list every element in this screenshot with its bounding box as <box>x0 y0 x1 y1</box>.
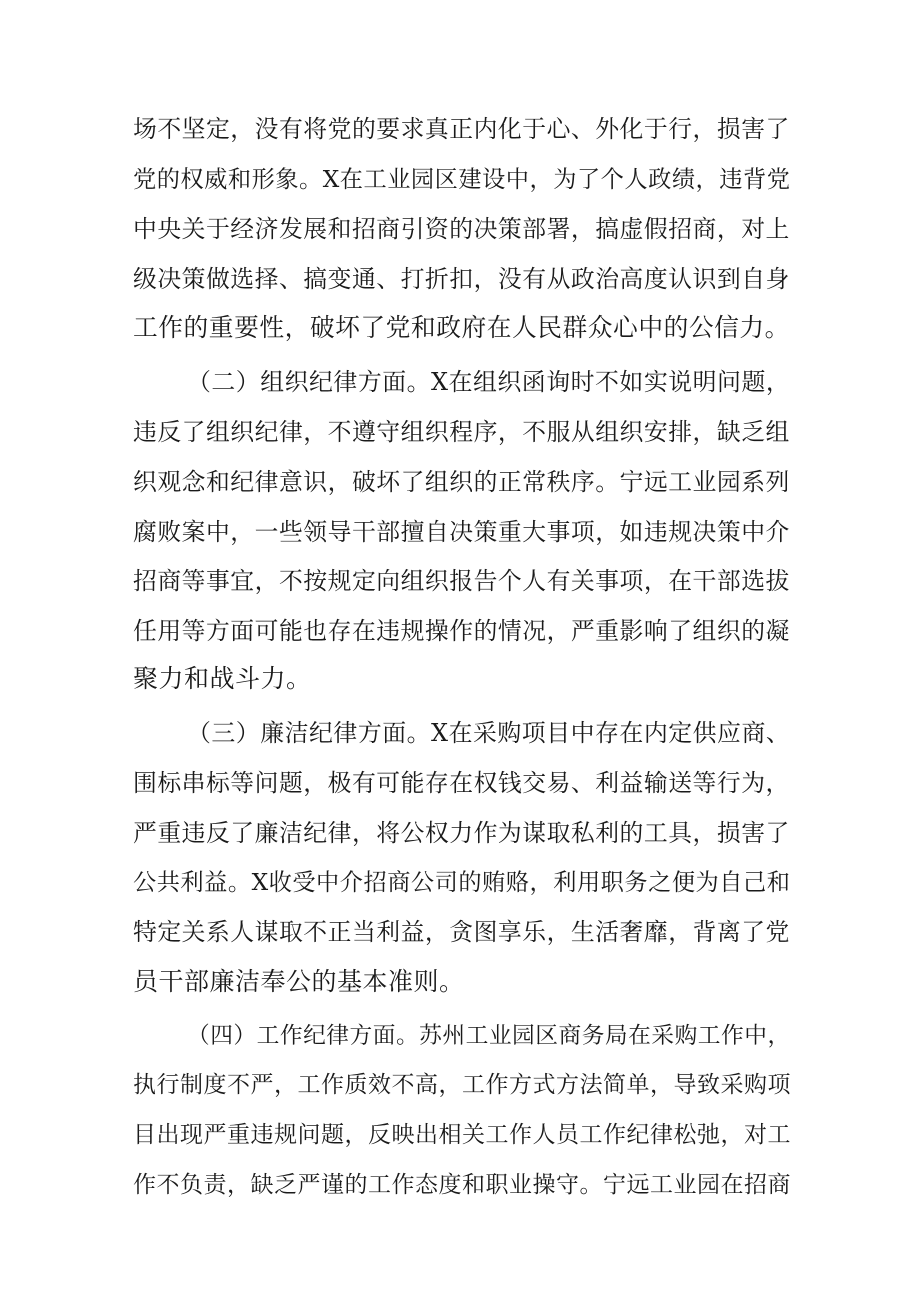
paragraph-2-line-4: 腐败案中，一些领导干部擅自决策重大事项，如违规决策中介 <box>133 518 790 546</box>
paragraph-3-line-4: 公共利益。X收受中介招商公司的贿赂，利用职务之便为自己和 <box>133 869 791 896</box>
paragraph-4-line-2: 执行制度不严，工作质效不高，工作方式方法简单，导致采购项 <box>133 1072 791 1098</box>
paragraph-1-line-1: 场不坚定，没有将党的要求真正内化于心、外化于行，损害了 <box>133 115 790 143</box>
paragraph-1-line-2: 党的权威和形象。X在工业园区建设中，为了个人政绩，违背党 <box>133 166 791 193</box>
paragraph-4-line-4: 作不负责，缺乏严谨的工作态度和职业操守。宁远工业园在招商 <box>133 1172 791 1198</box>
paragraph-4-line-1: （四）工作纪律方面。苏州工业园区商务局在采购工作中， <box>187 1023 791 1049</box>
paragraph-3-line-1: （三）廉洁纪律方面。X在采购项目中存在内定供应商、 <box>187 719 791 747</box>
paragraph-1-line-3: 中央关于经济发展和招商引资的决策部署，搞虚假招商，对上 <box>133 215 790 243</box>
paragraph-3-line-6: 员干部廉洁奉公的基本准则。 <box>133 967 465 996</box>
paragraph-2-line-6: 任用等方面可能也存在违规操作的情况，严重影响了组织的凝 <box>133 617 790 645</box>
paragraph-2-line-5: 招商等事宜，不按规定向组织报告个人有关事项，在干部选拔 <box>133 567 790 595</box>
paragraph-3-line-3: 严重违反了廉洁纪律，将公权力作为谋取私利的工具，损害了 <box>133 819 790 847</box>
paragraph-1-line-4: 级决策做选择、搞变通、打折扣，没有从政治高度认识到自身 <box>133 265 790 293</box>
paragraph-3-line-5: 特定关系人谋取不正当利益，贪图享乐，生活奢靡，背离了党 <box>133 918 790 946</box>
paragraph-2-line-1: （二）组织纪律方面。X在组织函询时不如实说明问题， <box>187 368 791 396</box>
paragraph-2-line-2: 违反了组织纪律，不遵守组织程序，不服从组织安排，缺乏组 <box>133 418 790 446</box>
paragraph-2-line-7: 聚力和战斗力。 <box>133 664 312 693</box>
paragraph-2-line-3: 织观念和纪律意识，破坏了组织的正常秩序。宁远工业园系列 <box>133 468 790 496</box>
paragraph-3-line-2: 围标串标等问题，极有可能存在权钱交易、利益输送等行为， <box>133 769 790 797</box>
paragraph-1-line-5: 工作的重要性，破坏了党和政府在人民群众心中的公信力。 <box>133 313 790 342</box>
paragraph-4-line-3: 目出现严重违规问题，反映出相关工作人员工作纪律松弛，对工 <box>133 1122 791 1148</box>
